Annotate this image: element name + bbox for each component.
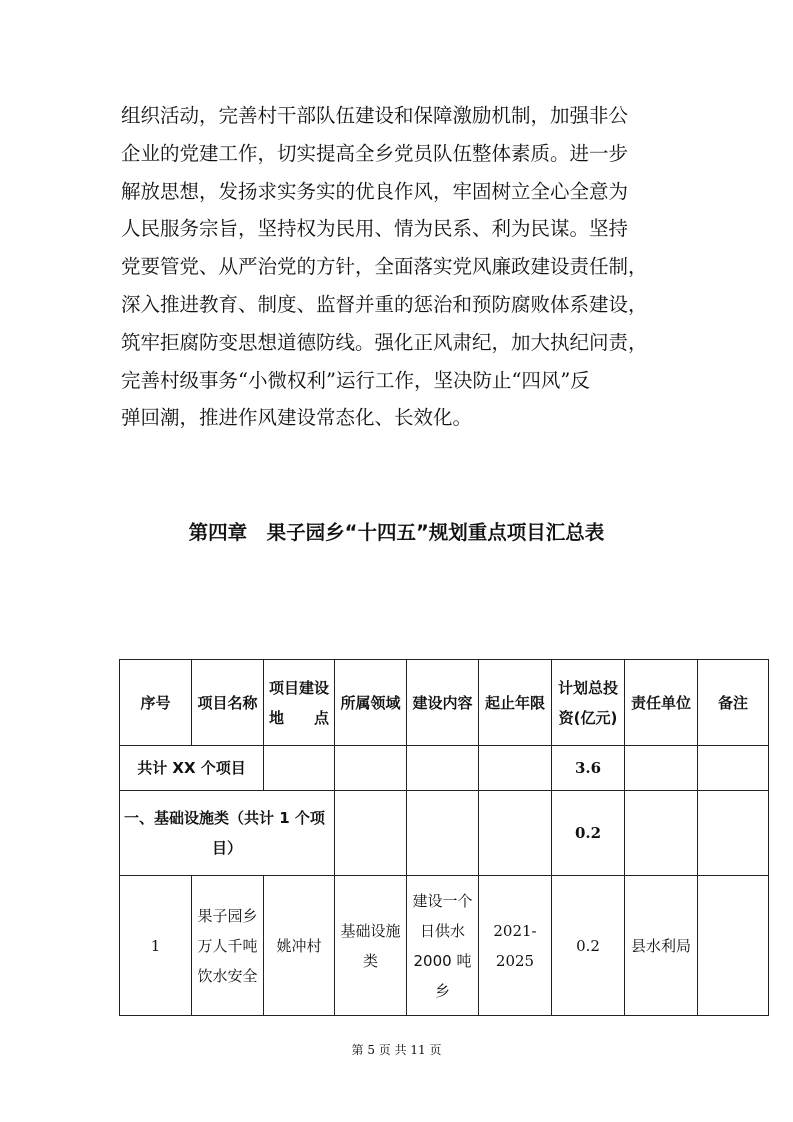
paragraph-line: 深入推进教育、制度、监督并重的惩治和预防腐败体系建设， bbox=[121, 292, 648, 316]
row-seq: 1 bbox=[120, 876, 192, 1016]
row-content bbox=[407, 876, 479, 1016]
project-summary-table bbox=[119, 659, 769, 1016]
category-investment: 0.2 bbox=[552, 791, 625, 876]
table-header-row bbox=[120, 660, 769, 746]
row-field bbox=[335, 876, 407, 1016]
page-footer: 第 5 页 共 11 页 bbox=[351, 1043, 442, 1057]
category-label-line: 一、基础设施类（共计 1 个项 bbox=[124, 809, 325, 827]
header-location-line: 项目建设 bbox=[268, 678, 329, 697]
header-note: 备注 bbox=[698, 660, 769, 746]
chapter-title: 第四章 果子园乡“十四五”规划重点项目汇总表 bbox=[188, 521, 605, 544]
header-location-line: 地 点 bbox=[268, 708, 329, 727]
category-row bbox=[120, 791, 769, 876]
table-cell bbox=[335, 746, 407, 791]
total-investment: 3.6 bbox=[552, 746, 625, 791]
header-name: 项目名称 bbox=[192, 660, 264, 746]
body-paragraph bbox=[121, 97, 687, 437]
category-label bbox=[120, 791, 335, 876]
table-cell bbox=[407, 746, 479, 791]
table-cell bbox=[335, 791, 407, 876]
row-project-name-line: 万人千吨 bbox=[197, 936, 258, 955]
row-project-name bbox=[192, 876, 264, 1016]
table-cell bbox=[407, 791, 479, 876]
header-content: 建设内容 bbox=[407, 660, 479, 746]
row-period: 2021-2025 bbox=[479, 876, 552, 1016]
table-cell bbox=[625, 791, 698, 876]
header-investment-line: 计划总投 bbox=[557, 678, 618, 697]
row-content-line: 建设一个 bbox=[412, 891, 473, 910]
row-field-line: 基础设施 bbox=[340, 921, 401, 940]
paragraph-line: 组织活动，完善村干部队伍建设和保障激励机制，加强非公 bbox=[121, 104, 629, 127]
category-label-line: 目） bbox=[211, 839, 242, 857]
row-location: 姚冲村 bbox=[264, 876, 335, 1016]
table-cell bbox=[625, 746, 698, 791]
row-field-line: 类 bbox=[362, 951, 378, 970]
table-cell bbox=[479, 746, 552, 791]
paragraph-line: 人民服务宗旨，坚持权为民用、情为民系、利为民谋。坚持 bbox=[121, 217, 629, 241]
header-investment-line: 资(亿元) bbox=[558, 708, 618, 727]
table-cell bbox=[698, 791, 769, 876]
paragraph-line: 党要管党、从严治党的方针，全面落实党风廉政建设责任制， bbox=[121, 255, 648, 279]
paragraph-line: 企业的党建工作，切实提高全乡党员队伍整体素质。进一步 bbox=[121, 141, 629, 165]
header-location bbox=[264, 660, 335, 746]
table-cell bbox=[479, 791, 552, 876]
table-row bbox=[120, 876, 769, 1016]
header-field: 所属领域 bbox=[335, 660, 407, 746]
total-label: 共计 XX 个项目 bbox=[120, 746, 264, 791]
paragraph-line: 完善村级事务“小微权利”运行工作，坚决防止“四风”反 bbox=[121, 368, 590, 392]
paragraph-line: 筑牢拒腐防变思想道德防线。强化正风肃纪，加大执纪问责， bbox=[121, 330, 648, 354]
header-responsible-unit: 责任单位 bbox=[625, 660, 698, 746]
row-investment: 0.2 bbox=[552, 876, 625, 1016]
paragraph-line: 解放思想，发扬求实务实的优良作风，牢固树立全心全意为 bbox=[121, 179, 629, 203]
row-content-line: 2000 吨乡 bbox=[413, 951, 472, 1000]
header-seq: 序号 bbox=[120, 660, 192, 746]
row-content-line: 日供水 bbox=[419, 921, 465, 940]
header-investment bbox=[552, 660, 625, 746]
row-project-name-line: 饮水安全 bbox=[197, 966, 258, 985]
row-project-name-line: 果子园乡 bbox=[197, 906, 258, 925]
total-row bbox=[120, 746, 769, 791]
paragraph-line: 弹回潮，推进作风建设常态化、长效化。 bbox=[121, 406, 473, 430]
row-note bbox=[698, 876, 769, 1016]
row-responsible-unit: 县水利局 bbox=[625, 876, 698, 1016]
table-cell bbox=[264, 746, 335, 791]
table-cell bbox=[698, 746, 769, 791]
header-period: 起止年限 bbox=[479, 660, 552, 746]
